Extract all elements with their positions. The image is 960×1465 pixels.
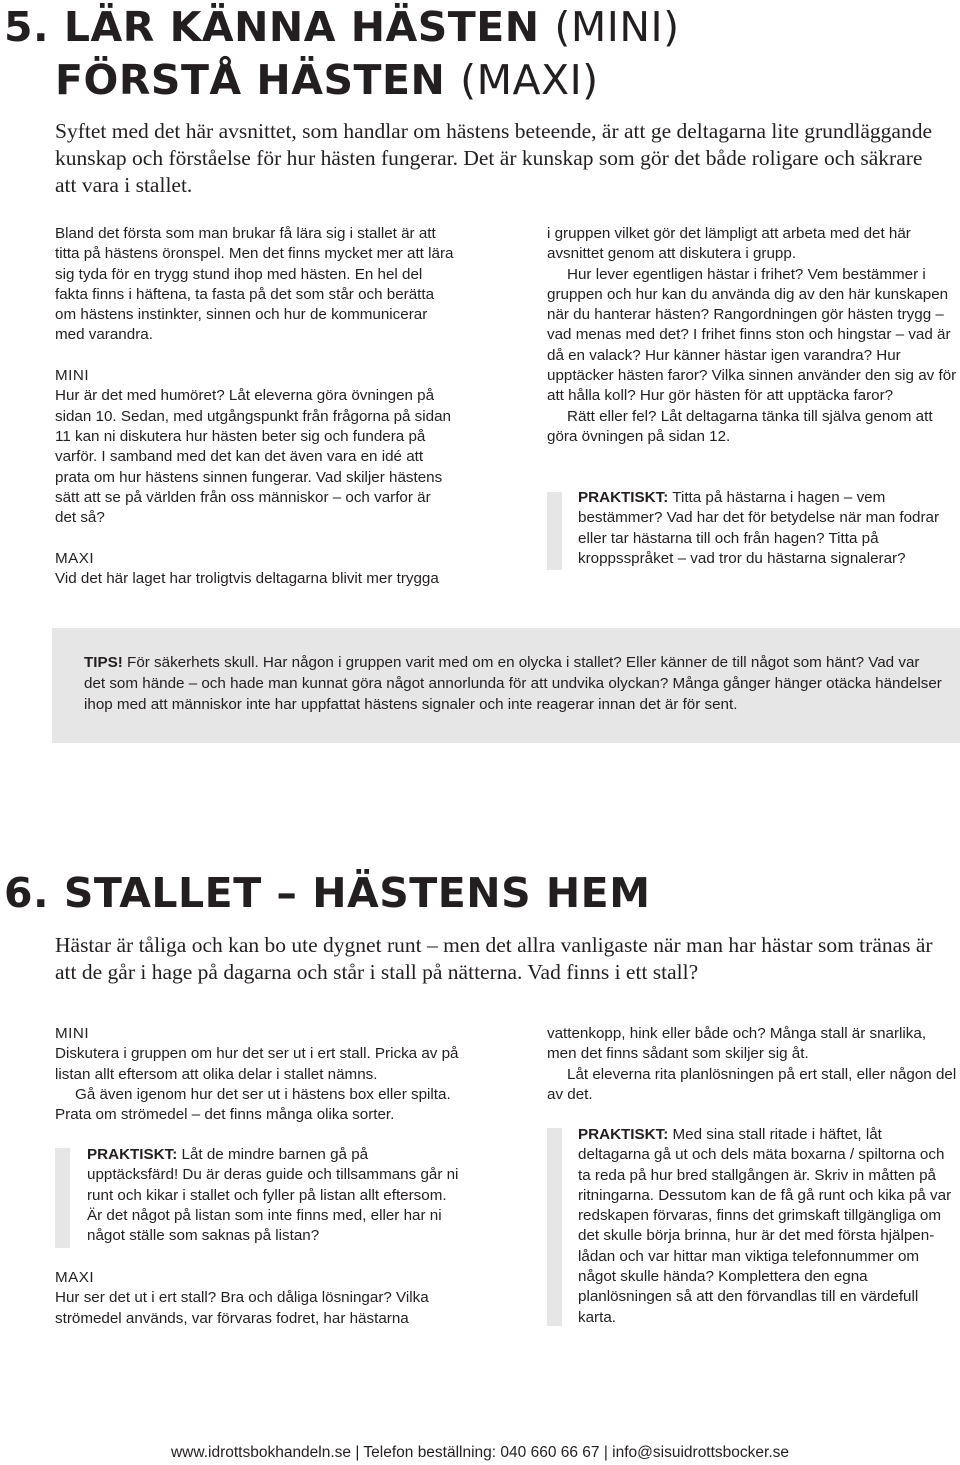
section-5-right-column (547, 224, 957, 447)
section-5-title-line-2 (55, 56, 599, 104)
section-6-right-paragraph-2: Låt eleverna rita planlösningen på ert stall, eller någon del av det. (547, 1065, 957, 1103)
footer-contact: www.idrottsbokhandeln.se | Telefon beställning: 040 660 66 67 | info@sisuidrottsbocker.se (170, 1444, 790, 1461)
section-5-title-light: (MINI) (554, 3, 680, 51)
section-6-praktiskt-1-label: PRAKTISKT: (87, 1146, 178, 1163)
section-6-praktiskt-2-label: PRAKTISKT: (578, 1126, 669, 1143)
section-6-mini-paragraph-2: Gå även igenom hur det ser ut i hästens box eller spilta. Prata om strömedel – det finns många olika sorter. (55, 1085, 451, 1124)
section-6-praktiskt-2-text: Med sina stall ritade i häftet, låt deltagarna gå ut och dels mäta boxarna / spiltorna och ta reda på hur bred stallgången är. Skriv in måtten på ritningarna. Dessutom kan de få gå runt och kika på var redskapen förvaras, finns det grimskaft tillgängliga om det skulle börja brinna, hur är det med första hjälpen-lådan och var hittar man viktiga telefonnummer om något skulle hända? Komplettera den egna planlösningen så att den förvandlas till en värdefull karta. (578, 1126, 952, 1326)
section-6-number: 6. (4, 869, 50, 917)
section-6-praktiskt-1-box (87, 1145, 462, 1246)
section-5-left-column (55, 224, 455, 589)
section-6-title-bold: STALLET – HÄSTENS HEM (63, 869, 651, 917)
section-5-maxi-label: MAXI (55, 549, 95, 567)
tips-label: TIPS! (84, 654, 123, 671)
section-5-right-paragraph-1: i gruppen vilket gör det lämpligt att arbeta med det här avsnittet genom att diskutera i grupp. (547, 225, 911, 263)
section-6-praktiskt-2-box (578, 1125, 953, 1328)
section-5-mini-text: Hur är det med humöret? Låt eleverna göra övningen på sidan 10. Sedan, med utgångspunkt från frågorna på sidan 11 kan ni diskutera hur hästen beter sig och fundera på varför. I samband med det kan det även vara en idé att prata om hur hästens sinnen fungerar. Vad skiljer hästens sätt att se på världen från oss människor – och varfor är det så? (55, 387, 451, 527)
section-5-right-paragraph-3: Rätt eller fel? Låt deltagarna tänka till själva genom att göra övningen på sidan 12. (547, 407, 933, 445)
section-5-subtitle-bold: FÖRSTÅ HÄSTEN (55, 56, 446, 104)
section-6-maxi-text: Hur ser det ut i ert stall? Bra och dåliga lösningar? Vilka strömedel används, var förvaras fodret, har hästarna (55, 1289, 429, 1327)
section-5-praktiskt-box (578, 488, 953, 569)
section-5-title-bold: LÄR KÄNNA HÄSTEN (63, 3, 540, 51)
section-5-left-paragraph: Bland det första som man brukar få lära sig i stallet är att titta på hästens öronspel. Men det finns mycket mer att lära sig tyda för en trygg stund ihop med hästen. En hel del fakta finns i häftena, ta fasta på det som står och berätta om hästens instinkter, sinnen och hur de kommunicerar med varandra. (55, 225, 454, 344)
tips-text-block (84, 652, 944, 715)
section-5-praktiskt-bar (547, 492, 562, 570)
tips-text: För säkerhets skull. Har någon i gruppen varit med om en olycka i stallet? Eller känner de till något som hänt? Vad var det som hände – och hade man kunnat göra något annorlunda för att undvika olyckan? Många gånger hänger otäcka händelser ihop med att människor inte har uppfattat hästens signaler och inte reagerar innan det är för sent. (84, 654, 942, 713)
section-6-right-column (547, 1024, 957, 1105)
section-6-mini-paragraph-1: Diskutera i gruppen om hur det ser ut i ert stall. Pricka av på listan allt eftersom att olika delar i stallet nämns. (55, 1045, 459, 1083)
section-6-mini-label: MINI (55, 1025, 90, 1042)
section-6-maxi-block (55, 1268, 470, 1329)
section-5-praktiskt-label: PRAKTISKT: (578, 489, 669, 506)
section-6-title (4, 869, 651, 917)
section-5-mini-label: MINI (55, 367, 90, 385)
section-6-praktiskt-1-text: Låt de mindre barnen gå på upptäcksfärd! Du är deras guide och tillsammans går ni runt och kikar i stallet och fyller på listan allt eftersom. Är det något på listan som inte finns med, eller har ni något ställe som saknas på listan? (87, 1146, 459, 1245)
section-6-praktiskt-2-bar (547, 1128, 562, 1326)
section-5-title-line-1 (4, 3, 680, 51)
section-6-praktiskt-1-bar (55, 1148, 70, 1248)
section-5-number: 5. (4, 3, 50, 51)
section-5-intro: Syftet med det här avsnittet, som handlar om hästens beteende, är att ge deltagarna lite grundläggande kunskap och förståelse för hur hästen fungerar. Det är kunskap som gör det både roligare och säkrare att vara i stallet. (55, 119, 933, 197)
section-5-praktiskt-text: Titta på hästarna i hagen – vem bestämmer? Vad har det för betydelse när man fodrar eller tar hästarna till och från hagen? Titta på kroppsspråket – vad tror du hästarna signalerar? (578, 489, 940, 567)
section-5-right-paragraph-2: Hur lever egentligen hästar i frihet? Vem bestämmer i gruppen och hur kan du använda dig av den här kunskapen när du hanterar hästen? Rangordningen gör hästen trygg – vad menas med det? I frihet finns ston och hingstar – vad är då en valack? Hur känner hästar igen varandra? Hur upptäcker hästen faror? Vilka sinnen använder den sig av för att hålla koll? Hur gör hästen för att upptäcka faror? (547, 265, 957, 405)
section-6-maxi-label: MAXI (55, 1269, 95, 1286)
section-6-right-paragraph-1: vattenkopp, hink eller både och? Många stall är snarlika, men det finns sådant som skiljer sig åt. (547, 1025, 927, 1063)
section-5-maxi-text: Vid det här laget har troligtvis deltagarna blivit mer trygga (55, 570, 439, 588)
section-6-intro: Hästar är tåliga och kan bo ute dygnet runt – men det allra vanligaste när man har hästar som tränas är att de går i hage på dagarna och står i stall på nätterna. Vad finns i ett stall? (55, 933, 933, 984)
section-6-left-column (55, 1024, 470, 1125)
section-5-subtitle-light: (MAXI) (460, 56, 599, 104)
